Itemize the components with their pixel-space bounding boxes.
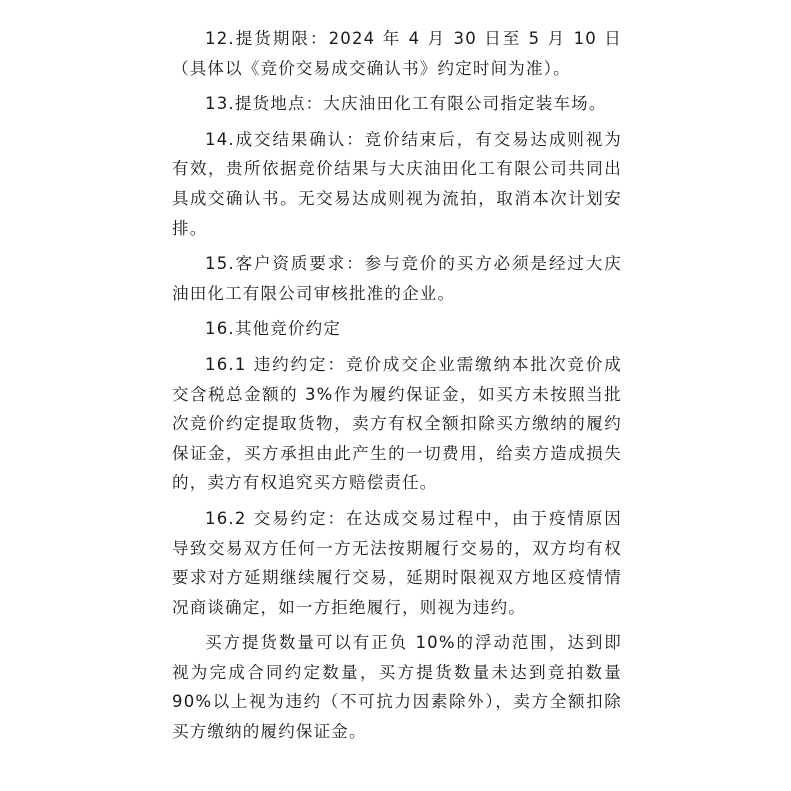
- clause-16-2-transaction: 16.2 交易约定：在达成交易过程中，由于疫情原因导致交易双方任何一方无法按期履行交易的，双方均有权要求对方延期继续履行交易，延期时限视双方地区疫情情况商谈确定，如一方拒绝履行，则视为违约。: [172, 508, 622, 617]
- clause-16-1-breach: 16.1 违约约定：竞价成交企业需缴纳本批次竞价成交含税总金额的 3%作为履约保证金，如买方未按照当批次竞价约定提取货物，卖方有权全额扣除买方缴纳的履约保证金，买方承担由此产生的一切费用，给卖方造成损失的，卖方有权追究买方赔偿责任。: [172, 354, 622, 493]
- clause-15-customer-qualification: 15.客户资质要求：参与竞价的买方必须是经过大庆油田化工有限公司审核批准的企业。: [172, 254, 622, 303]
- clause-12-delivery-period: 12.提货期限：2024 年 4 月 30 日至 5 月 10 日（具体以《竞价交易成交确认书》约定时间为准）。: [172, 29, 622, 78]
- clause-16-heading: 16.其他竞价约定: [205, 319, 342, 339]
- document-body: [172, 24, 622, 753]
- clause-14-result-confirmation: 14.成交结果确认：竞价结束后，有交易达成则视为有效，贵所依据竞价结果与大庆油田化工有限公司共同出具成交确认书。无交易达成则视为流拍，取消本次计划安排。: [172, 129, 622, 238]
- clause-quantity-tolerance: 买方提货数量可以有正负 10%的浮动范围，达到即视为完成合同约定数量，买方提货数量未达到竞拍数量 90%以上视为违约（不可抗力因素除外），卖方全额扣除买方缴纳的履约保证金。: [172, 633, 622, 742]
- clause-13-delivery-location: 13.提货地点：大庆油田化工有限公司指定装车场。: [205, 94, 607, 114]
